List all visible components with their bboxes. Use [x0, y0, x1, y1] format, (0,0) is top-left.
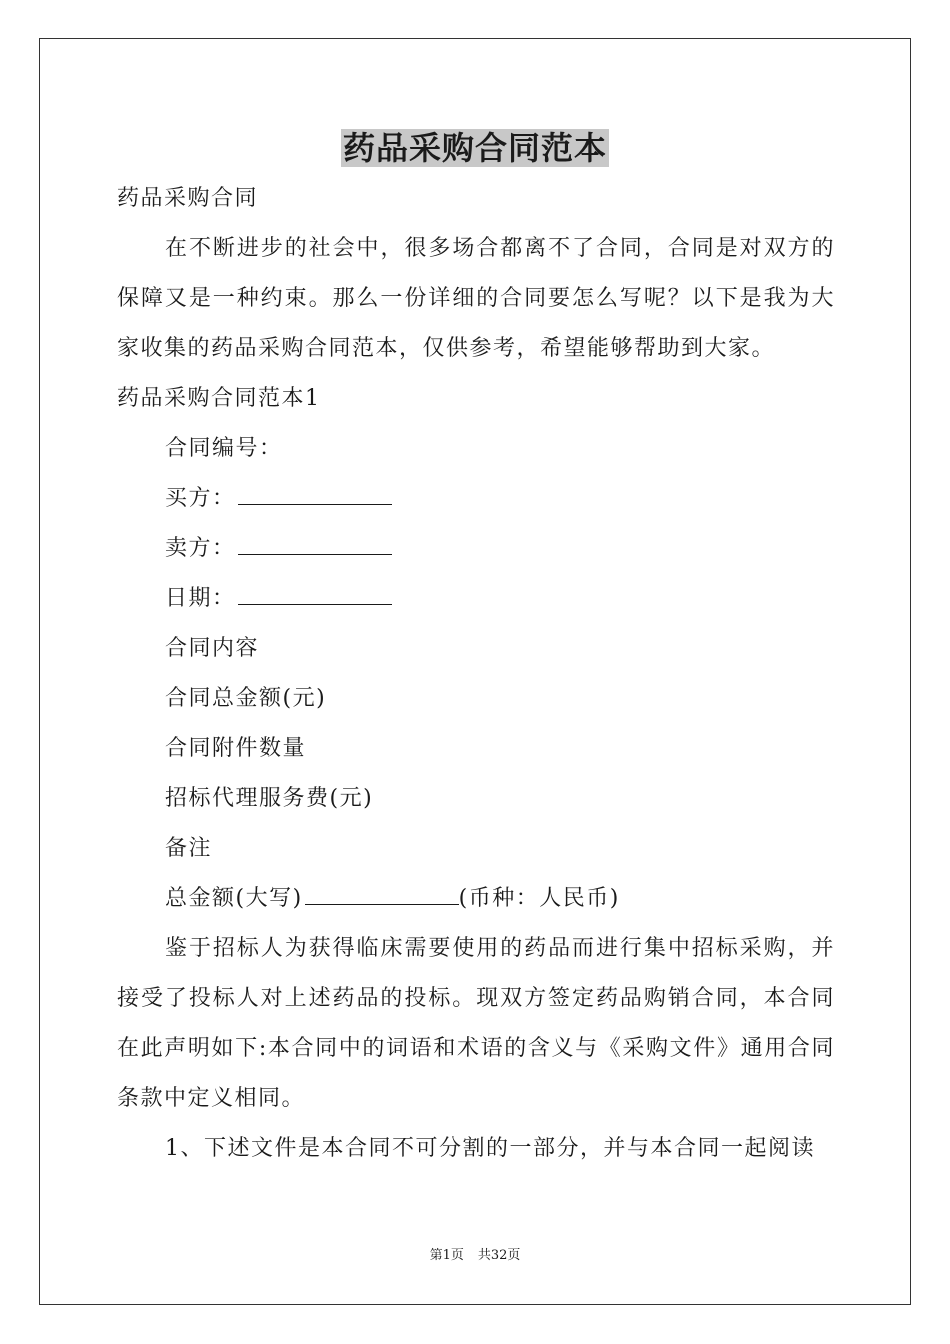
page-footer	[0, 1246, 950, 1266]
seller-label: 卖方：	[165, 536, 236, 561]
agency-fee-line: 招标代理服务费(元)	[165, 786, 374, 811]
currency-note: (币种：人民币)	[458, 886, 620, 911]
date-line	[117, 574, 835, 624]
document-title-text: 药品采购合同范本	[342, 129, 607, 167]
page-number: 第1页	[429, 1248, 464, 1263]
amount-in-words-line	[117, 874, 835, 924]
remarks-line: 备注	[165, 836, 213, 861]
intro-paragraph: 在不断进步的社会中，很多场合都离不了合同，合同是对双方的保障又是一种约束。那么一份详细的合同要怎么写呢？以下是我为大家收集的药品采购合同范本，仅供参考，希望能够帮助到大家。	[117, 236, 835, 361]
buyer-label: 买方：	[165, 486, 236, 511]
amount-in-words-blank-field	[305, 886, 459, 905]
buyer-line	[117, 474, 835, 524]
date-blank-field	[238, 586, 392, 605]
contract-content-line: 合同内容	[165, 636, 260, 661]
attachment-count-line: 合同附件数量	[165, 736, 307, 761]
subtitle-paragraph: 药品采购合同	[117, 186, 259, 211]
preamble-paragraph: 鉴于招标人为获得临床需要使用的药品而进行集中招标采购，并接受了投标人对上述药品的投标。现双方签定药品购销合同，本合同在此声明如下:本合同中的词语和术语的含义与《采购文件》通用合同条款中定义相同。	[117, 936, 835, 1111]
page-total: 共32页	[477, 1248, 521, 1263]
total-amount-line: 合同总金额(元)	[165, 686, 327, 711]
buyer-blank-field	[238, 486, 392, 505]
clause-1-paragraph: 1、下述文件是本合同不可分割的一部分，并与本合同一起阅读	[165, 1136, 815, 1161]
amount-in-words-label: 总金额(大写)	[165, 886, 303, 911]
date-label: 日期：	[165, 586, 236, 611]
contract-number-line: 合同编号：	[165, 436, 283, 461]
seller-blank-field	[238, 536, 392, 555]
document-body	[117, 174, 835, 1174]
section-heading: 药品采购合同范本1	[117, 386, 321, 411]
document-title	[0, 126, 950, 170]
seller-line	[117, 524, 835, 574]
